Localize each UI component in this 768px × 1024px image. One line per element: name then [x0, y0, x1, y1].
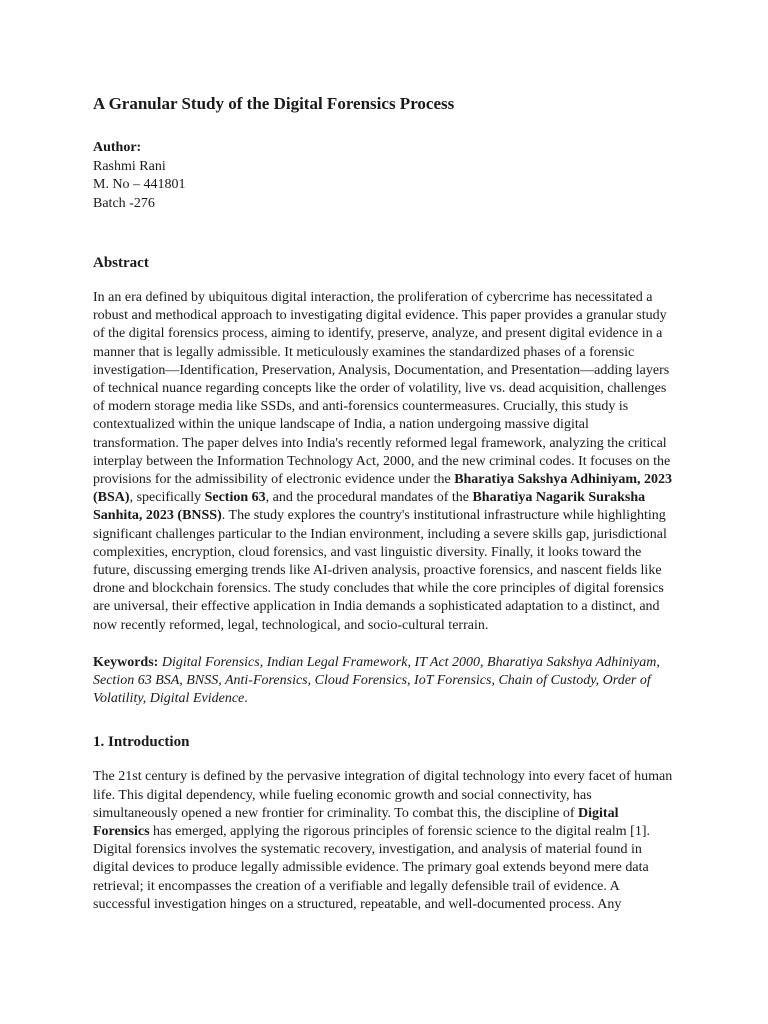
keywords-end: . — [244, 691, 248, 707]
keywords-paragraph — [93, 654, 675, 709]
author-membership: M. No – 441801 — [93, 177, 186, 192]
abstract-paragraph — [93, 289, 675, 635]
intro-text-2: has emerged, applying the rigorous principles of forensic science to the digital realm [1]. Digital forensics involves the systematic recovery, investigation, and analysis of material found in digital devices to produce legally admissible evidence. The primary goal extends beyond mere data retrieval; it encompasses the creation of a verifiable and legally defensible trail of evidence. A successful investigation hinges on a structured, repeatable, and well-documented process. Any — [93, 824, 650, 912]
introduction-paragraph — [93, 768, 675, 914]
abstract-text-4: . The study explores the country's institutional infrastructure while highlighting significant challenges particular to the Indian environment, including a severe skills gap, jurisdictional complexities, encryption, cloud forensics, and vast linguistic diversity. Finally, it looks toward the future, discussing emerging trends like AI-driven analysis, proactive forensics, and nascent fields like drone and blockchain forensics. The study concludes that while the core principles of digital forensics are universal, their effective application in India demands a sophisticated adaptation to a distinct, and now recently reformed, legal, technological, and socio-cultural terrain. — [93, 508, 667, 633]
intro-text-1: The 21st century is defined by the pervasive integration of digital technology into every facet of human life. This digital dependency, while fueling economic growth and social connectivity, has simultaneously opened a new frontier for criminality. To combat this, the discipline of — [93, 769, 673, 821]
introduction-heading: 1. Introduction — [93, 734, 190, 751]
abstract-bold-section63: Section 63 — [204, 490, 266, 506]
abstract-text-2: , specifically — [129, 490, 205, 506]
abstract-heading: Abstract — [93, 255, 149, 271]
author-label: Author: — [93, 140, 142, 155]
keywords-list: Digital Forensics, Indian Legal Framework, IT Act 2000, Bharatiya Sakshya Adhiniyam, Section 63 BSA, BNSS, Anti-Forensics, Cloud Forensics, IoT Forensics, Chain of Custody, Order of Volatility, Digital Evidence — [93, 654, 660, 707]
abstract-bold-bnss: Bharatiya Nagarik Suraksha Sanhita, 2023 (BNSS) — [93, 490, 646, 524]
author-block — [93, 139, 675, 213]
keywords-label: Keywords: — [93, 654, 159, 670]
paper-title: A Granular Study of the Digital Forensics Process — [93, 94, 455, 113]
author-batch: Batch -276 — [93, 195, 155, 211]
author-name: Rashmi Rani — [93, 158, 166, 174]
intro-bold-digital-forensics: Digital Forensics — [93, 805, 619, 840]
abstract-text-3: , and the procedural mandates of the — [265, 490, 473, 506]
abstract-bold-bsa: Bharatiya Sakshya Adhiniyam, 2023 (BSA) — [93, 472, 673, 506]
abstract-text-1: In an era defined by ubiquitous digital interaction, the proliferation of cybercrime has necessitated a robust and methodical approach to investigating digital evidence. This paper provides a granular study of the digital forensics process, aiming to identify, preserve, analyze, and present digital evidence in a manner that is legally admissible. It meticulously examines the standardized phases of a forensic investigation—Identification, Preservation, Analysis, Documentation, and Presentation—adding layers of technical nuance regarding concepts like the order of volatility, live vs. dead acquisition, challenges of modern storage media like SSDs, and anti-forensics countermeasures. Crucially, this study is contextualized within the unique landscape of India, a nation undergoing massive digital transformation. The paper delves into India's recently reformed legal framework, analyzing the critical interplay between the Information Technology Act, 2000, and the new criminal codes. It focuses on the provisions for the admissibility of electronic evidence under the — [93, 290, 671, 488]
